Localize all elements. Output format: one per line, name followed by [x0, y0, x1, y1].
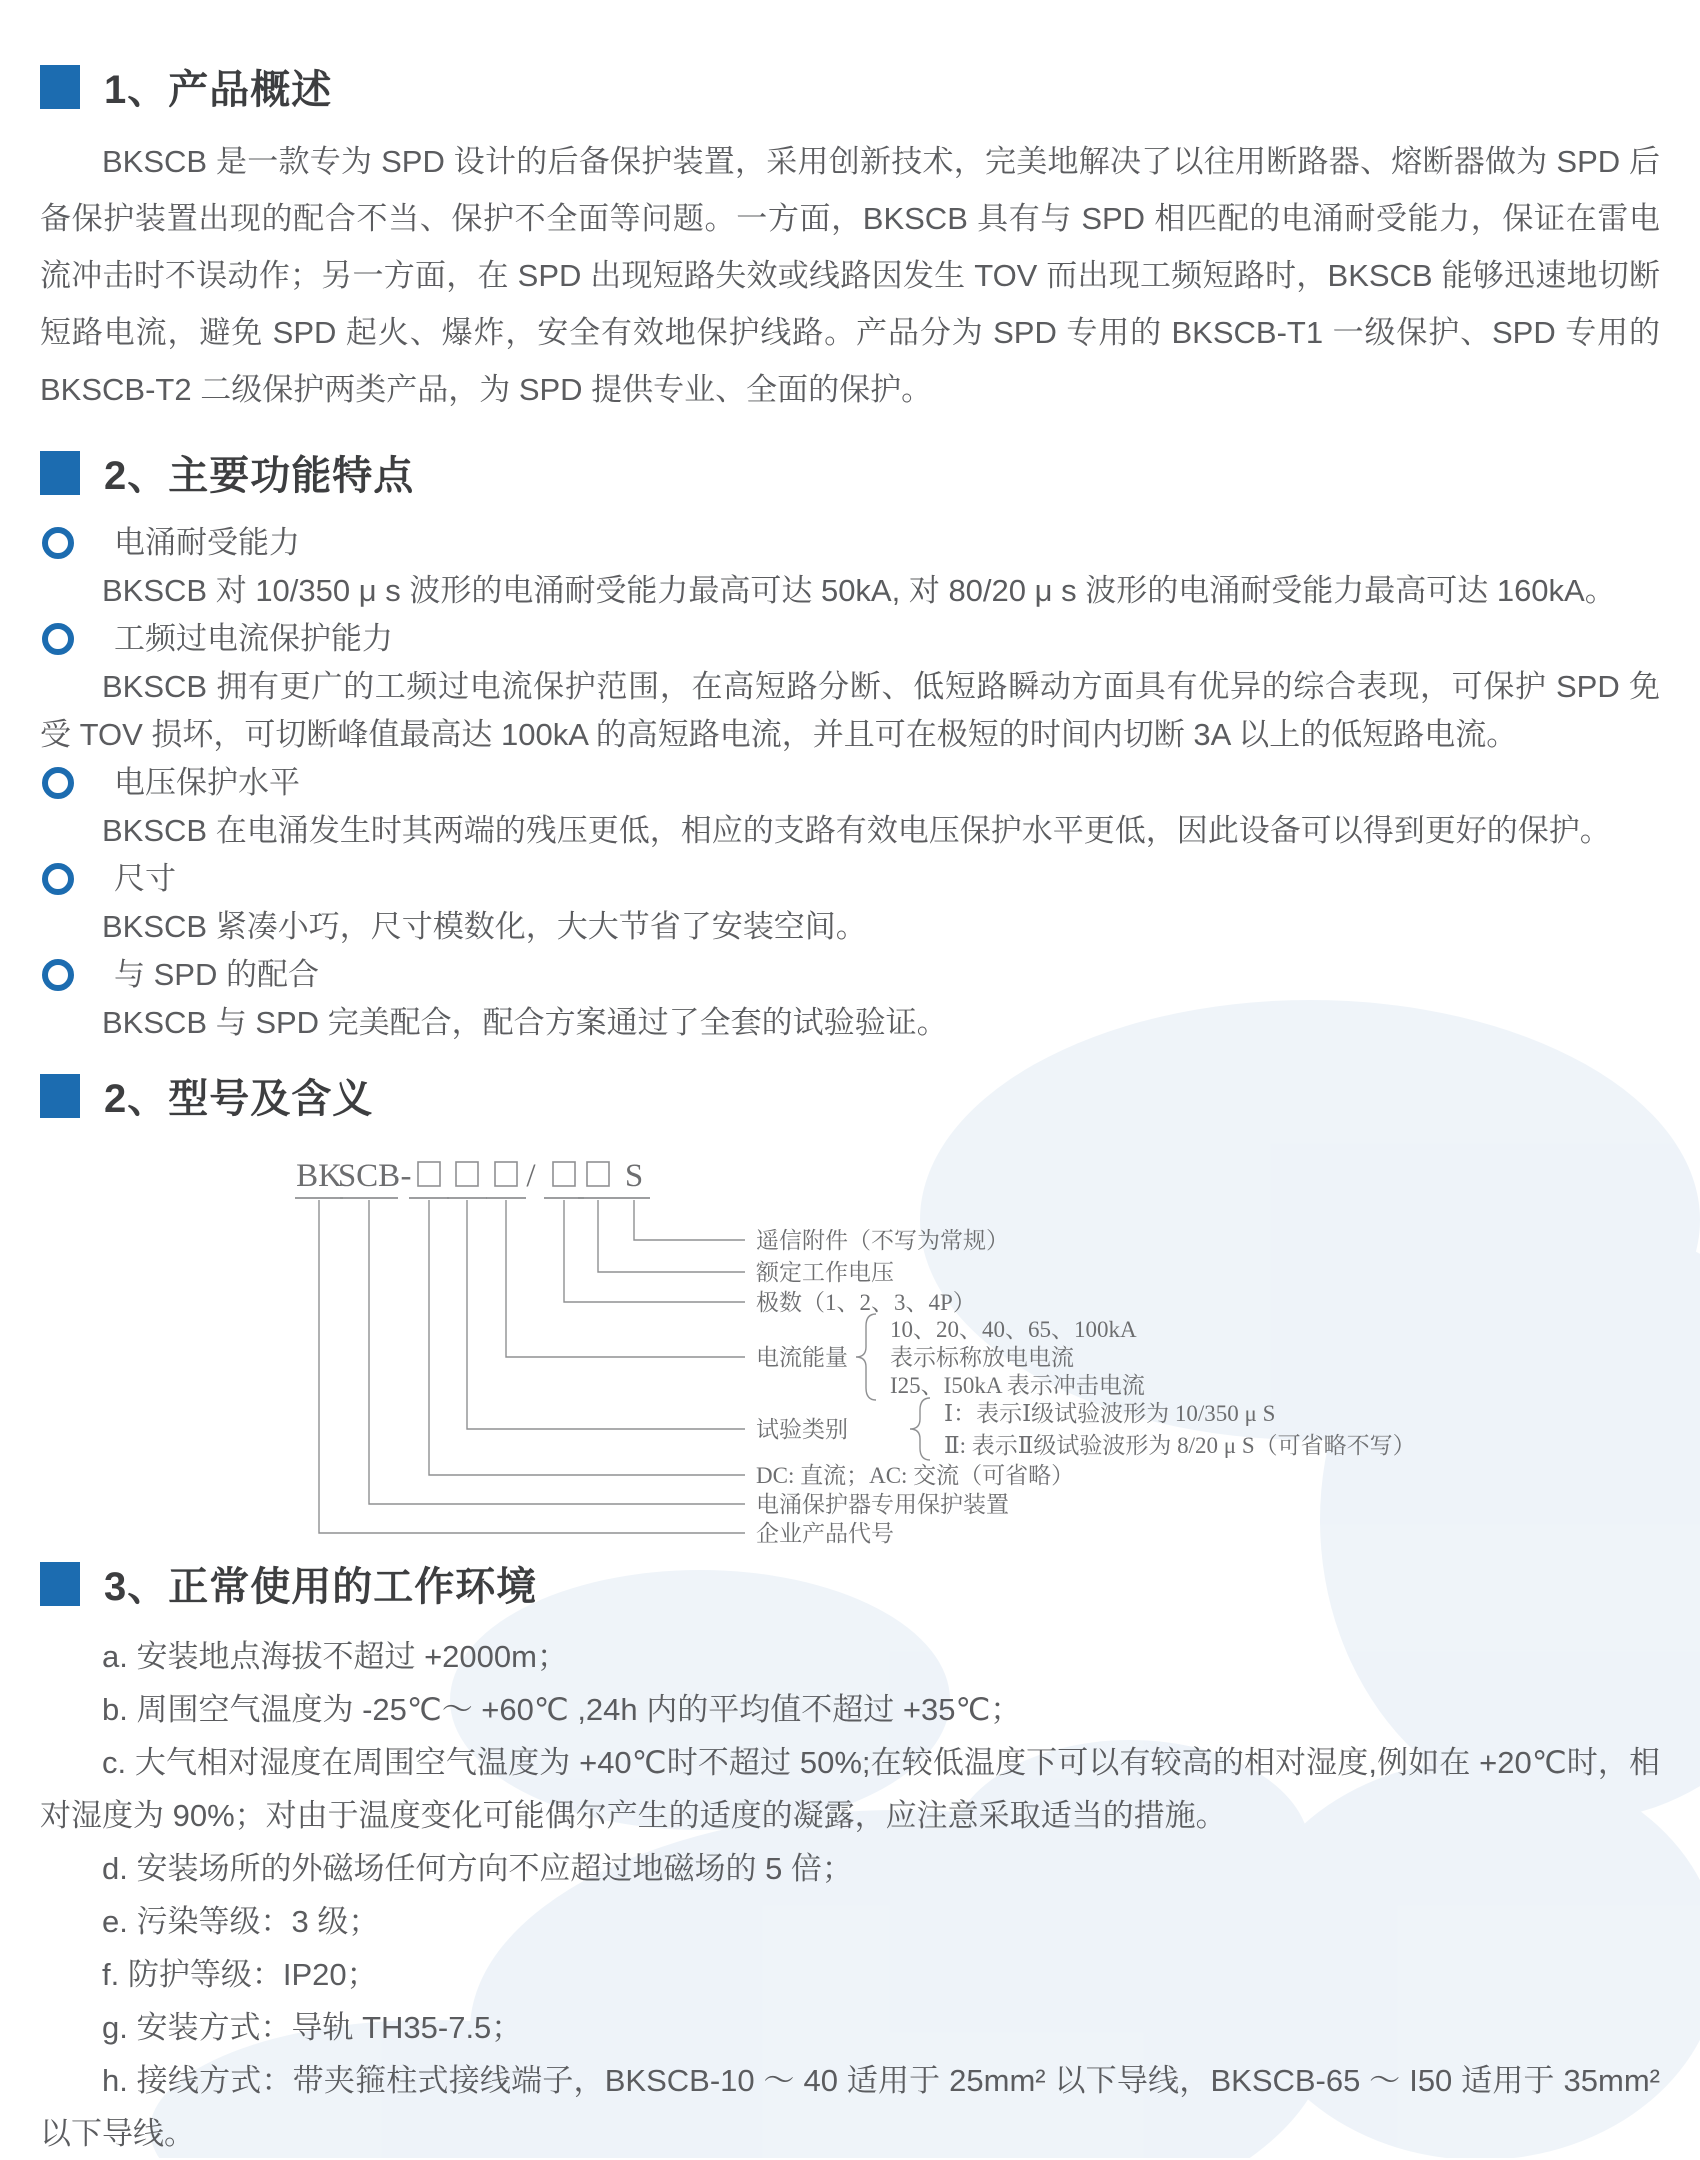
environment-item: a. 安装地点海拔不超过 +2000m； [102, 1639, 568, 1674]
model-code-text: BK [296, 1158, 342, 1194]
callout-connector-line [634, 1200, 745, 1240]
brace-line-label: Ⅱ: 表示Ⅱ级试验波形为 8/20 μ S（可省略不写） [944, 1433, 1416, 1458]
section-heading-environment [40, 1555, 1660, 1612]
callout-label: 试验类别 [756, 1417, 848, 1442]
feature-title: 工频过电流保护能力 [114, 621, 393, 656]
feature-title: 电涌耐受能力 [114, 525, 300, 560]
model-code-box [553, 1162, 575, 1186]
section-heading-model [40, 1067, 1660, 1124]
callout-connector-line [598, 1200, 745, 1272]
feature-item [40, 951, 1660, 999]
callout-label: 电涌保护器专用保护装置 [756, 1492, 1009, 1517]
model-code-box [456, 1162, 478, 1186]
callout-connector-line [319, 1200, 745, 1533]
callout-label: 遥信附件（不写为常规） [756, 1228, 1009, 1253]
callout-connector-line [429, 1200, 745, 1475]
blue-square-bullet-icon [40, 65, 80, 109]
callout-connector-line [467, 1200, 745, 1429]
section-title-model: 2、型号及含义 [104, 1077, 374, 1121]
callout-label: 电流能量 [756, 1345, 848, 1370]
blue-square-bullet-icon [40, 1074, 80, 1118]
model-code-text: - [400, 1158, 412, 1194]
brace-line-label: Ⅰ：表示Ⅰ级试验波形为 10/350 μ S [944, 1401, 1276, 1426]
environment-item: f. 防护等级：IP20； [102, 1957, 378, 1992]
callout-connector-line [369, 1200, 745, 1504]
environment-item: g. 安装方式：导轨 TH35-7.5； [102, 2010, 523, 2045]
model-code-diagram [0, 1142, 1700, 1544]
circle-bullet-icon [42, 863, 74, 895]
brace-line-label: 表示标称放电电流 [890, 1345, 1074, 1370]
feature-item [40, 759, 1660, 807]
feature-description: BKSCB 与 SPD 完美配合，配合方案通过了全套的试验验证。 [102, 1005, 948, 1040]
circle-bullet-icon [42, 767, 74, 799]
model-code-box [587, 1162, 609, 1186]
feature-description: BKSCB 紧凑小巧，尺寸模数化，大大节省了安装空间。 [102, 909, 867, 944]
features-list [40, 519, 1660, 1047]
callout-connector-line [564, 1200, 745, 1302]
brace-line-label: I25、I50kA 表示冲击电流 [890, 1373, 1145, 1398]
callout-label: 极数（1、2、3、4P） [756, 1290, 976, 1315]
brace-line-label: 10、20、40、65、100kA [890, 1317, 1137, 1342]
model-code-box [495, 1162, 517, 1186]
blue-square-bullet-icon [40, 451, 80, 495]
overview-paragraph: BKSCB 是一款专为 SPD 设计的后备保护装置，采用创新技术，完美地解决了以往用断路器、熔断器做为 SPD 后备保护装置出现的配合不当、保护不全面等问题。一方面，BKSCB 具有与 SPD 相匹配的电涌耐受能力，保证在雷电流冲击时不误动作；另一方面，在 SPD 出现短路失效或线路因发生 TOV 而出现工频短路时，BKSCB 能够迅速地切断短路电流，避免 SPD 起火、爆炸，安全有效地保护线路。产品分为 SPD 专用的 BKSCB-T1 一级保护、SPD 专用的 BKSCB-T2 二级保护两类产品，为 SPD 提供专业、全面的保护。 [40, 144, 1660, 407]
circle-bullet-icon [42, 959, 74, 991]
feature-item [40, 615, 1660, 663]
environment-item: e. 污染等级：3 级； [102, 1904, 380, 1939]
environment-item: c. 大气相对湿度在周围空气温度为 +40℃时不超过 50%;在较低温度下可以有较高的相对湿度,例如在 +20℃时，相对湿度为 90%；对由于温度变化可能偶尔产生的适度的凝露，应注意采取适当的措施。 [40, 1745, 1660, 1833]
section-heading-overview [40, 58, 1660, 115]
callout-label: DC: 直流；AC: 交流（可省略） [756, 1463, 1075, 1488]
feature-title: 与 SPD 的配合 [114, 957, 319, 992]
blue-square-bullet-icon [40, 1562, 80, 1606]
feature-title: 尺寸 [114, 861, 176, 896]
environment-list [40, 1630, 1660, 2160]
model-code-text: SCB [337, 1158, 401, 1194]
feature-description: BKSCB 在电涌发生时其两端的残压更低，相应的支路有效电压保护水平更低，因此设备可以得到更好的保护。 [102, 813, 1611, 848]
feature-description: BKSCB 拥有更广的工频过电流保护范围，在高短路分断、低短路瞬动方面具有优异的综合表现，可保护 SPD 免受 TOV 损坏，可切断峰值最高达 100kA 的高短路电流，并且可在极短的时间内切断 3A 以上的低短路电流。 [40, 669, 1660, 752]
callout-label: 额定工作电压 [756, 1260, 894, 1285]
environment-item: b. 周围空气温度为 -25℃～ +60℃ ,24h 内的平均值不超过 +35℃； [102, 1692, 1022, 1727]
environment-item: d. 安装场所的外磁场任何方向不应超过地磁场的 5 倍； [102, 1851, 853, 1886]
feature-title: 电压保护水平 [114, 765, 300, 800]
section-heading-features [40, 444, 1660, 501]
section-title-features: 2、主要功能特点 [104, 454, 415, 498]
feature-description: BKSCB 对 10/350 μ s 波形的电涌耐受能力最高可达 50kA, 对 80/20 μ s 波形的电涌耐受能力最高可达 160kA。 [102, 573, 1616, 608]
callout-connector-line [506, 1200, 745, 1357]
model-code-box [418, 1162, 440, 1186]
section-title-overview: 1、产品概述 [104, 68, 333, 112]
environment-item: h. 接线方式：带夹箍柱式接线端子，BKSCB-10 ～ 40 适用于 25mm² 以下导线，BKSCB-65 ～ I50 适用于 35mm² 以下导线。 [40, 2063, 1660, 2151]
brace-icon [910, 1398, 930, 1460]
feature-item [40, 855, 1660, 903]
model-diagram-container [0, 1142, 1660, 1549]
circle-bullet-icon [42, 623, 74, 655]
brace-icon [856, 1314, 876, 1400]
model-code-text: S [624, 1158, 644, 1194]
section-title-environment: 3、正常使用的工作环境 [104, 1565, 538, 1609]
feature-item [40, 519, 1660, 567]
callout-label: 企业产品代号 [756, 1521, 894, 1544]
model-code-text: / [526, 1158, 536, 1194]
circle-bullet-icon [42, 527, 74, 559]
